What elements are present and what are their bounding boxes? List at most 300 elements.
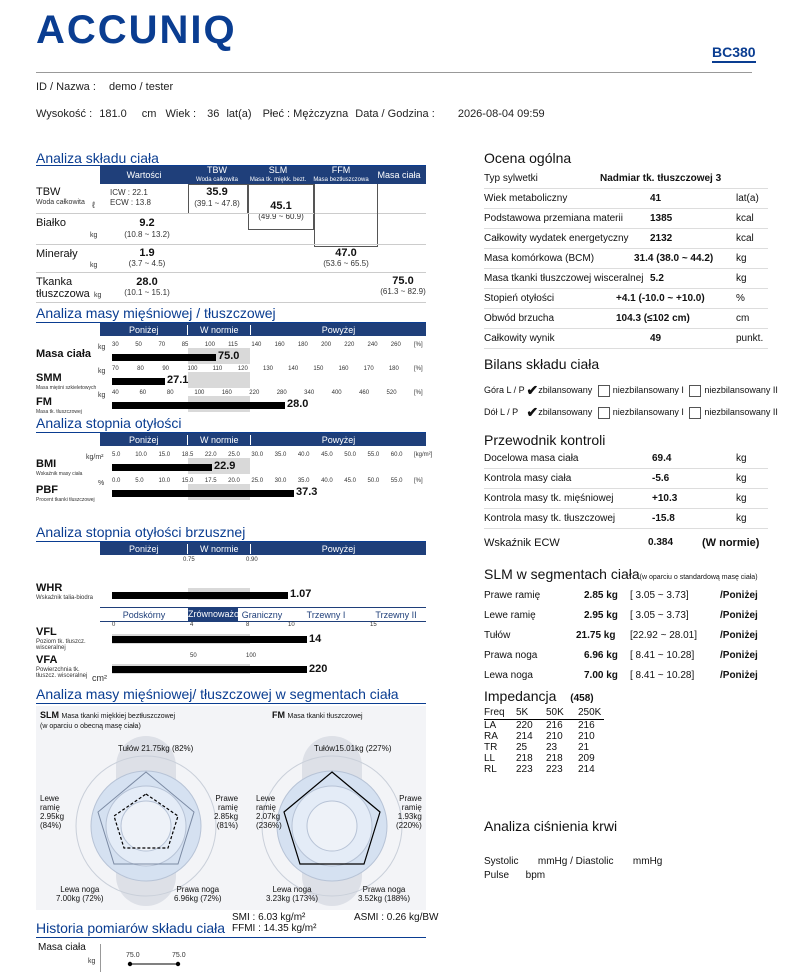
overall-unit: kcal bbox=[736, 213, 754, 224]
row-unit: kg/m² bbox=[86, 454, 104, 461]
normal-range-band bbox=[188, 372, 250, 388]
row-unit: kg bbox=[98, 344, 106, 351]
tbw-label: TBW bbox=[36, 186, 61, 198]
age-value: 36 bbox=[207, 108, 220, 120]
slm-seg-status: /Poniżej bbox=[720, 610, 758, 621]
impedance-cell: 23 bbox=[546, 742, 558, 753]
abdominal-title: Analiza stopnia otyłości brzusznej bbox=[36, 524, 246, 540]
age-unit: lat(a) bbox=[226, 108, 252, 120]
impedance-header-cell: 250K bbox=[578, 707, 602, 718]
slm-seg-row bbox=[484, 667, 768, 685]
control-row bbox=[484, 470, 768, 489]
slm-seg-subtitle: (w oparciu o standardową masę ciała) bbox=[639, 574, 758, 581]
scale-tick: 280 bbox=[276, 390, 287, 396]
history-value: 75.0 bbox=[172, 952, 186, 959]
impedance-cell: RL bbox=[484, 764, 497, 775]
scale-tick: 170 bbox=[363, 366, 374, 372]
scale-tick: 140 bbox=[251, 342, 262, 348]
impedance-cell: 214 bbox=[516, 731, 533, 742]
scale-tick: 460 bbox=[359, 390, 370, 396]
col-borderline: Graniczny bbox=[241, 609, 283, 620]
slm-seg-range: [22.92 ~ 28.01] bbox=[630, 630, 698, 641]
impedance-cell: 25 bbox=[516, 742, 528, 753]
date-value: 2026-08-04 09:59 bbox=[457, 108, 545, 120]
balance-upper-label: Góra L / P bbox=[484, 384, 525, 395]
scale-tick: 45.0 bbox=[344, 478, 356, 484]
weight-range: (61.3 ~ 82.9) bbox=[380, 287, 426, 296]
fm-right-arm-label bbox=[396, 794, 422, 830]
slm-seg-label: Lewe ramię bbox=[484, 610, 536, 621]
scale-tick: 70 bbox=[158, 342, 166, 348]
scale-tick: 80 bbox=[166, 390, 174, 396]
fm-right-arm-line: (220%) bbox=[396, 821, 422, 830]
brand-logo: ACCUNIQ bbox=[36, 8, 237, 52]
scale-tick: 17.5 bbox=[204, 478, 217, 484]
balance-opt-unbalanced-1: niezbilansowany I bbox=[612, 406, 684, 417]
slm-seg-label: Tułów bbox=[484, 630, 511, 641]
control-value: -5.6 bbox=[652, 473, 670, 484]
scale-tick: 400 bbox=[331, 390, 342, 396]
row-label: SMM bbox=[36, 372, 62, 384]
fm-seg-title: FM bbox=[272, 710, 285, 720]
col-tbw-label: TBW bbox=[207, 165, 227, 175]
slm-right-arm-line: Prawe bbox=[215, 794, 239, 803]
impedance-header-cell: Freq bbox=[484, 707, 505, 718]
balance-lower-label: Dół L / P bbox=[484, 406, 519, 417]
control-row bbox=[484, 510, 768, 529]
overall-row bbox=[484, 270, 768, 289]
scale-tick: 160 bbox=[274, 342, 285, 348]
scale-tick: 55.0 bbox=[390, 478, 403, 484]
overall-unit: kg bbox=[736, 253, 747, 264]
header-divider bbox=[36, 72, 752, 73]
scale-tick: 340 bbox=[304, 390, 315, 396]
whr-bar bbox=[112, 592, 288, 599]
scale-tick: [%] bbox=[414, 390, 423, 396]
vfl-sub: Poziom tk. tłuszcz. wisceralnej bbox=[36, 639, 86, 651]
balance-opt-balanced: zbilansowany bbox=[538, 406, 593, 417]
fm-left-leg-label bbox=[266, 885, 318, 903]
height-unit: cm bbox=[141, 108, 157, 120]
overall-unit: punkt. bbox=[736, 333, 764, 344]
vfa-tick: 100 bbox=[246, 653, 257, 659]
balance-row-upper bbox=[484, 382, 778, 399]
overall-label: Wiek metaboliczny bbox=[484, 193, 568, 204]
control-value: +10.3 bbox=[652, 493, 678, 504]
history-row-label: Masa ciała bbox=[38, 942, 86, 953]
scale-tick: 90 bbox=[162, 366, 170, 372]
bp-line-2: Pulse bpm bbox=[484, 870, 546, 881]
fat-label: Tkanka tłuszczowa bbox=[36, 276, 90, 300]
overall-unit: kcal bbox=[736, 233, 754, 244]
check-icon: ✔ bbox=[526, 382, 539, 398]
control-row bbox=[484, 490, 768, 509]
col-tbw bbox=[188, 166, 246, 184]
slm-seg-value: 7.00 kg bbox=[584, 670, 618, 681]
scale-tick: 120 bbox=[237, 366, 248, 372]
scale-tick: 220 bbox=[249, 390, 260, 396]
row-sub: Wskaźnik masy ciała bbox=[36, 471, 83, 477]
overall-label: Obwód brzucha bbox=[484, 313, 555, 324]
overall-value: Nadmiar tk. tłuszczowej 3 bbox=[600, 173, 722, 184]
row-sub: Procent tkanki tłuszczowej bbox=[36, 497, 95, 503]
sex-label: Płeć : bbox=[262, 108, 291, 120]
control-label: Docelowa masa ciała bbox=[484, 453, 579, 464]
fm-left-arm-line: (236%) bbox=[256, 821, 282, 830]
overall-row bbox=[484, 290, 768, 309]
scale-tick: 60 bbox=[139, 390, 147, 396]
check-icon: ✔ bbox=[526, 404, 539, 420]
control-unit: kg bbox=[736, 513, 747, 524]
ffm-box bbox=[314, 184, 378, 247]
scale-tick: [kg/m²] bbox=[414, 452, 433, 458]
checkbox-unbalanced-2[interactable] bbox=[689, 407, 701, 419]
vfl-bar bbox=[112, 636, 307, 643]
overall-unit: % bbox=[736, 293, 745, 304]
whr-label: WHR bbox=[36, 582, 63, 594]
col-normal: W normie bbox=[187, 544, 251, 554]
fm-left-leg-line: Lewa noga bbox=[272, 885, 312, 894]
vfl-tick: 15 bbox=[370, 622, 377, 628]
slm-left-leg-line: Lewa noga bbox=[60, 885, 100, 894]
slm-seg-value: 2.85 kg bbox=[584, 590, 618, 601]
fm-left-leg-line: 3.23kg (173%) bbox=[266, 894, 319, 903]
slm-seg-value: 2.95 kg bbox=[584, 610, 618, 621]
value-bar bbox=[112, 464, 212, 471]
ffmi-value: FFMI : 14.35 kg/m² bbox=[232, 923, 317, 934]
scale-tick: 100 bbox=[204, 342, 215, 348]
slm-seg-status: /Poniżej bbox=[720, 630, 758, 641]
radar-ring bbox=[121, 801, 171, 851]
col-ffm-sub: Masa beztłuszczowa bbox=[313, 177, 369, 183]
impedance-cell: 21 bbox=[578, 742, 590, 753]
row-sub: Masa mięśni szkieletowych bbox=[36, 385, 97, 391]
patient-info-row bbox=[36, 108, 545, 120]
scale-tick: 110 bbox=[212, 366, 223, 372]
scale-tick: 45.0 bbox=[321, 452, 333, 458]
col-weight: Masa ciała bbox=[377, 170, 421, 180]
height-value: 181.0 bbox=[99, 108, 127, 120]
col-balanced: Zrównoważony bbox=[188, 609, 249, 619]
col-visceral-1: Trzewny I bbox=[306, 609, 346, 620]
whr-tick: 0.90 bbox=[246, 557, 258, 563]
overall-row bbox=[484, 170, 768, 189]
impedance-header-cell: 5K bbox=[516, 707, 529, 718]
bp-title: Analiza ciśnienia krwi bbox=[484, 818, 618, 834]
overall-row bbox=[484, 310, 768, 329]
col-above: Powyżej bbox=[321, 434, 356, 445]
tbw-value: 35.9 bbox=[206, 186, 228, 198]
fm-left-arm-line: Lewe bbox=[256, 794, 276, 803]
protein-range: (10.8 ~ 13.2) bbox=[124, 230, 170, 239]
impedance-cell: 216 bbox=[578, 720, 595, 731]
history-value: 75.0 bbox=[126, 952, 140, 959]
slm-seg-value: 6.96 kg bbox=[584, 650, 618, 661]
impedance-cell: LL bbox=[484, 753, 496, 764]
smi-value: SMI : 6.03 kg/m² bbox=[232, 912, 306, 923]
overall-unit: cm bbox=[736, 313, 750, 324]
history-indices bbox=[232, 912, 316, 934]
tbw-range: (39.1 ~ 47.8) bbox=[194, 199, 240, 208]
protein-value: 9.2 bbox=[139, 217, 155, 229]
fm-left-arm-label bbox=[256, 794, 282, 830]
control-title: Przewodnik kontroli bbox=[484, 432, 606, 448]
control-row bbox=[484, 450, 768, 469]
ffm-range: (53.6 ~ 65.5) bbox=[323, 259, 369, 268]
fm-left-arm-line: 2.07kg bbox=[256, 812, 281, 821]
col-normal: W normie bbox=[187, 435, 251, 445]
slm-left-leg-line: 7.00kg (72%) bbox=[56, 894, 104, 903]
scale-tick: 100 bbox=[187, 366, 198, 372]
col-slm bbox=[246, 166, 310, 184]
history-row-unit: kg bbox=[88, 958, 96, 965]
control-unit: kg bbox=[736, 453, 747, 464]
row-unit: % bbox=[98, 480, 105, 487]
row-unit: kg bbox=[98, 368, 106, 375]
age-label: Wiek : bbox=[165, 108, 197, 120]
id-row bbox=[36, 81, 173, 93]
fat-unit: kg bbox=[94, 292, 102, 299]
scale-tick: 0.0 bbox=[112, 478, 121, 484]
col-slm-label: SLM bbox=[268, 165, 288, 175]
value-bar bbox=[112, 354, 216, 361]
overall-value: 49 bbox=[650, 333, 662, 344]
impedance-cell: RA bbox=[484, 731, 498, 742]
scale-tick: 115 bbox=[228, 342, 238, 348]
slm-right-arm-line: (81%) bbox=[216, 821, 239, 830]
scale-tick: 40.0 bbox=[297, 452, 310, 458]
impedance-cell: 218 bbox=[516, 753, 533, 764]
scale-tick: 35.0 bbox=[274, 452, 287, 458]
fat-range: (10.1 ~ 15.1) bbox=[124, 288, 170, 297]
section-rule bbox=[36, 703, 426, 704]
overall-row bbox=[484, 330, 768, 349]
id-value: demo / tester bbox=[108, 81, 174, 93]
balance-row-lower bbox=[484, 404, 778, 421]
impedance-cell: 209 bbox=[578, 753, 595, 764]
slm-seg-row bbox=[484, 587, 768, 605]
col-above: Powyżej bbox=[321, 543, 356, 554]
impedance-cell: 218 bbox=[546, 753, 563, 764]
scale-tick: 30.0 bbox=[274, 478, 287, 484]
col-ffm bbox=[310, 166, 372, 184]
scale-tick: 200 bbox=[321, 342, 332, 348]
overall-value: +4.1 (-10.0 ~ +10.0) bbox=[616, 293, 705, 304]
scale-tick: 130 bbox=[263, 366, 274, 372]
scale-tick: 160 bbox=[221, 390, 232, 396]
checkbox-unbalanced-1[interactable] bbox=[598, 407, 610, 419]
scale-tick: 70 bbox=[112, 366, 119, 372]
tbw-unit: ℓ bbox=[92, 200, 95, 210]
col-slm-sub: Masa tk. miękk. bezt. bbox=[249, 177, 307, 183]
fat-value: 28.0 bbox=[136, 276, 158, 288]
slm-left-arm-line: 2.95kg bbox=[40, 812, 65, 821]
bp-line-1: Systolic mmHg / Diastolic mmHg bbox=[484, 856, 663, 867]
slm-seg-row bbox=[484, 627, 768, 645]
vfa-tick: 50 bbox=[190, 653, 197, 659]
value-bar bbox=[112, 490, 294, 497]
vfl-label: VFL bbox=[36, 626, 57, 638]
row-divider bbox=[36, 244, 426, 245]
scale-tick: 50.0 bbox=[344, 452, 356, 458]
scale-tick: 30 bbox=[112, 342, 119, 348]
ecw-status: (W normie) bbox=[702, 537, 760, 549]
overall-unit: lat(a) bbox=[736, 193, 759, 204]
checkbox-unbalanced-2[interactable] bbox=[689, 385, 701, 397]
scale-tick: 5.0 bbox=[135, 478, 144, 484]
overall-label: Całkowity wydatek energetyczny bbox=[484, 233, 629, 244]
slm-left-arm-label bbox=[40, 794, 64, 830]
control-unit: kg bbox=[736, 473, 747, 484]
whr-tick: 0.75 bbox=[183, 557, 195, 563]
slm-seg-range: [ 8.41 ~ 10.28] bbox=[630, 670, 695, 681]
slm-left-leg-label bbox=[56, 885, 104, 903]
whr-sub: Wskaźnik talia-biodra bbox=[36, 595, 94, 601]
slm-seg-row bbox=[484, 607, 768, 625]
row-unit: kg bbox=[98, 392, 106, 399]
row-divider bbox=[36, 302, 426, 303]
slm-right-arm-line: 2.85kg bbox=[214, 812, 239, 821]
row-label: PBF bbox=[36, 484, 58, 496]
slm-seg-desc2: (w oparciu o obecną masę ciała) bbox=[40, 723, 141, 730]
history-axis bbox=[100, 944, 102, 972]
scale-tick: 30.0 bbox=[251, 452, 264, 458]
scale-tick: [%] bbox=[414, 366, 423, 372]
scale-tick: 18.5 bbox=[181, 452, 194, 458]
col-values: Wartości bbox=[126, 170, 162, 180]
ecw-value: 0.384 bbox=[648, 537, 674, 548]
scale-tick: 85 bbox=[181, 342, 189, 348]
slm-seg-range: [ 3.05 ~ 3.73] bbox=[630, 610, 689, 621]
abdominal-header bbox=[100, 542, 426, 555]
bar-value: 27.1 bbox=[167, 374, 189, 386]
bar-value: 22.9 bbox=[214, 460, 236, 472]
scale-tick: 15.0 bbox=[158, 452, 171, 458]
impedance-cell: 220 bbox=[516, 720, 533, 731]
impedance-cell: 210 bbox=[578, 731, 595, 742]
overall-label: Masa komórkowa (BCM) bbox=[484, 253, 595, 264]
slm-seg-label: Prawe ramię bbox=[484, 590, 541, 601]
slm-right-leg-line: Prawa noga bbox=[176, 885, 220, 894]
vfl-tick: 4 bbox=[190, 622, 194, 628]
history-title: Historia pomiarów składu ciała bbox=[36, 920, 226, 936]
fm-left-arm-line: ramię bbox=[256, 803, 277, 812]
protein-unit: kg bbox=[90, 232, 98, 239]
body-comp-header bbox=[100, 166, 426, 184]
body-comp-title: Analiza składu ciała bbox=[36, 150, 159, 166]
impedance-count: (458) bbox=[570, 693, 594, 704]
checkbox-unbalanced-1[interactable] bbox=[598, 385, 610, 397]
overall-row bbox=[484, 230, 768, 249]
fm-trunk-label: Tułów15.01kg (227%) bbox=[314, 744, 392, 753]
scale-tick: 140 bbox=[288, 366, 299, 372]
slm-seg-label: Prawa noga bbox=[484, 650, 538, 661]
scale-tick: 35.0 bbox=[297, 478, 310, 484]
overall-label: Podstawowa przemiana materii bbox=[484, 213, 623, 224]
tbw-box bbox=[188, 184, 248, 214]
slm-left-arm-line: (84%) bbox=[40, 821, 62, 830]
slm-right-arm-line: ramię bbox=[218, 803, 239, 812]
impedance-cell: 223 bbox=[546, 764, 563, 775]
slm-left-arm-line: Lewe bbox=[40, 794, 60, 803]
row-label: FM bbox=[36, 396, 52, 408]
slm-seg-title: SLM bbox=[40, 710, 59, 720]
row-label: Masa ciała bbox=[36, 348, 92, 360]
slm-range: (49.9 ~ 60.9) bbox=[258, 212, 304, 221]
slm-left-arm-line: ramię bbox=[40, 803, 61, 812]
scale-tick: 160 bbox=[338, 366, 349, 372]
impedance-header-cell: 50K bbox=[546, 707, 564, 718]
scale-tick: 80 bbox=[137, 366, 144, 372]
bar-value: 75.0 bbox=[218, 350, 240, 362]
fm-right-arm-line: 1.93kg bbox=[397, 812, 422, 821]
overall-row bbox=[484, 250, 768, 269]
height-label: Wysokość : bbox=[36, 108, 93, 120]
mineral-range: (3.7 ~ 4.5) bbox=[128, 259, 166, 268]
asmi-value: ASMI : 0.26 kg/BW bbox=[354, 912, 439, 923]
slm-seg-label: Lewa noga bbox=[484, 670, 533, 681]
segments-title: Analiza masy mięśniowej/ tłuszczowej w segmentach ciała bbox=[36, 686, 399, 702]
obesity-title: Analiza stopnia otyłości bbox=[36, 415, 182, 431]
fm-right-arm-line: ramię bbox=[401, 803, 422, 812]
vfa-label: VFA bbox=[36, 654, 58, 666]
vfl-tick: 8 bbox=[246, 622, 250, 628]
history-point bbox=[176, 962, 180, 966]
scale-tick: 50 bbox=[135, 342, 142, 348]
slm-box bbox=[248, 184, 314, 230]
history-line bbox=[120, 960, 190, 970]
col-subcutaneous: Podskórny bbox=[122, 609, 166, 620]
impedance-cell: 223 bbox=[516, 764, 533, 775]
slm-trunk-label: Tułów 21.75kg (82%) bbox=[118, 744, 194, 753]
scale-tick: 55.0 bbox=[367, 452, 380, 458]
ecw-value: ECW : 13.8 bbox=[110, 198, 151, 207]
balance-opt-balanced: zbilansowany bbox=[538, 384, 593, 395]
fm-right-leg-label bbox=[358, 885, 410, 903]
slm-seg-range: [ 8.41 ~ 10.28] bbox=[630, 650, 695, 661]
overall-value: 2132 bbox=[650, 233, 673, 244]
slm-seg-title-text: SLM w segmentach ciała bbox=[484, 566, 640, 582]
overall-value: 104.3 (≤102 cm) bbox=[616, 313, 690, 324]
fm-right-arm-line: Prawe bbox=[399, 794, 422, 803]
control-label: Kontrola masy tk. tłuszczowej bbox=[484, 513, 616, 524]
scale-tick: 150 bbox=[313, 366, 324, 372]
scale-tick: 22.0 bbox=[204, 452, 217, 458]
impedance-cell: 216 bbox=[546, 720, 563, 731]
mineral-unit: kg bbox=[90, 262, 98, 269]
slm-radar bbox=[76, 736, 216, 906]
col-below: Poniżej bbox=[128, 543, 159, 554]
obesity-header bbox=[100, 433, 426, 446]
slm-seg-range: [ 3.05 ~ 3.73] bbox=[630, 590, 689, 601]
impedance-cell: 210 bbox=[546, 731, 563, 742]
id-label: ID / Nazwa : bbox=[36, 81, 96, 93]
history-point bbox=[128, 962, 132, 966]
row-sub: Masa tk. tłuszczowej bbox=[36, 409, 82, 415]
control-value: -15.8 bbox=[652, 513, 675, 524]
scale-tick: [%] bbox=[414, 342, 423, 348]
bar-value: 37.3 bbox=[296, 486, 318, 498]
model-name: BC380 bbox=[712, 44, 756, 63]
control-label: Kontrola masy ciała bbox=[484, 473, 572, 484]
impedance-cell: TR bbox=[484, 742, 498, 753]
vfa-value: 220 bbox=[309, 663, 328, 675]
vfa-unit: cm² bbox=[92, 673, 107, 683]
col-below: Poniżej bbox=[128, 434, 159, 445]
vfl-header bbox=[100, 607, 426, 622]
slm-seg-row bbox=[484, 647, 768, 665]
scale-tick: 180 bbox=[388, 366, 399, 372]
